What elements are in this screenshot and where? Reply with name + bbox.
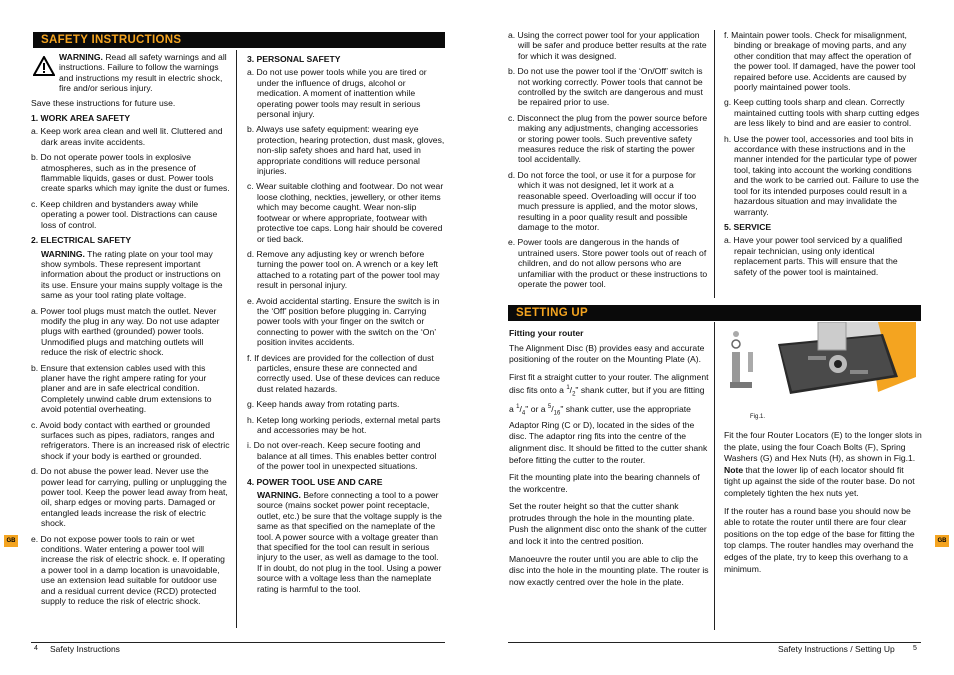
list-item: e. Power tools are dangerous in the hands of untrained users. Store power tools out of reach of children, and do not allow persons who are unfamiliar with the product or these instructions to operate the power tool.	[508, 237, 708, 289]
list-item: h. Use the power tool, accessories and tool bits in accordance with these instructions and in the manner intended for the particular type of power tool, taking into account the working conditions and the work to be carried out. Failure to use the tool for its intended purposes could result in a hazardous situation and may invalidate the warranty.	[724, 133, 919, 217]
column-divider	[714, 30, 715, 298]
setup-paragraph: Fit the mounting plate into the bearing channels of the workcentre.	[509, 472, 700, 494]
list-item: d. Remove any adjusting key or wrench before turning the power tool on. A wrench or a key left attached to a rotating part of the power tool may result in personal injury.	[247, 248, 440, 291]
setup-paragraph: Manoeuvre the router until you are able to clip the disc into the hole in the mounting plate. The router is now exactly centred over the hole in the plate.	[509, 553, 709, 587]
right-column-1	[508, 30, 708, 300]
warning-label: WARNING.	[257, 490, 301, 501]
list-item: c. Disconnect the plug from the power source before making any adjustments, changing accessories or storing power tools. Such preventive safety measures reduce the risk of starting the power tool accidentally.	[508, 112, 708, 165]
text-run: Fit the four Router Locators (E) to the longer slots in the plate, using the four Coach Bolts (F), Spring Washers (G) and Hex Nuts (H), as shown in Fig.1.	[724, 430, 922, 464]
list-item: c. Avoid body contact with earthed or grounded surfaces such as pipes, radiators, ranges and refrigerators. There is an increased risk of electric shock if your body is earthed or grounded.	[31, 419, 230, 461]
router-plate-illustration	[718, 322, 916, 422]
warning-triangle-icon	[33, 56, 55, 76]
list-item: i. Do not over-reach. Keep secure footing and balance at all times. This enables better control of the power tool in unexpected situations.	[247, 440, 437, 472]
warning-text: Before connecting a tool to a power source (mains socket power point receptacle, outlet, etc.) be sure that the voltage supply is the same as that specified on the nameplate of the tool. A power source with a voltage greater than that specified for the tool can result in serious injury to the user, as well as damage to the tool. If in doubt, do not plug in the tool. Using a power source with a voltage less than the nameplate rating is harmful to the tool.	[257, 490, 442, 594]
column-divider	[714, 322, 715, 630]
footer-title-left: Safety Instructions	[50, 644, 120, 654]
list-item: f. Maintain power tools. Check for misalignment, binding or breakage of moving parts, and any other condition that may affect the operation of the power tool. If damaged, have the power tool repaired before use. Accidents are caused by poorly maintained power tools.	[724, 30, 916, 93]
fraction-numerator: 5	[547, 403, 552, 410]
warning-block	[31, 52, 231, 94]
list-item: b. Always use safety equipment: wearing eye protection, hearing protection, dust mask, gloves, non-slip safety shoes and hard hat, used in appropriate conditions will reduce personal injuries.	[247, 124, 445, 177]
left-column-2	[247, 52, 445, 632]
list-item: c. Keep children and bystanders away while operating a power tool. Distractions can cause loss of control.	[31, 198, 218, 230]
language-tab-left: GB	[4, 535, 18, 547]
list-item: a. Do not use power tools while you are tired or under the influence of drugs, alcohol or medication. A moment of inattention while operating power tools may result in serious personal injury.	[247, 67, 427, 120]
setup-paragraph	[724, 430, 922, 500]
list-item: a. Using the correct power tool for your application will be safer and produce better results at the rate for which it was designed.	[508, 30, 707, 61]
footer-title-right: Safety Instructions / Setting Up	[778, 644, 895, 654]
electrical-warning	[31, 249, 231, 301]
safety-instructions-banner: SAFETY INSTRUCTIONS	[33, 32, 445, 48]
figure-1-router-plate	[718, 322, 916, 422]
footer-rule-right	[508, 642, 921, 643]
power-tool-warning	[247, 490, 445, 594]
text-run: that the lower lip of each locator should fit tight up against the side of the router base. Do not completely tighten the hex nuts yet.	[724, 464, 915, 498]
setup-paragraph: If the router has a round base you should now be able to rotate the router until there are four clear positions on the top edge of the base for fitting the top clamps. The router handles may overhand the edges of the plate, try to keep this overhang to a minimum.	[724, 505, 915, 574]
list-item: b. Do not use the power tool if the ‘On/Off’ switch is not working correctly. Power tools that cannot be controlled by the switch are dangerous and must be repaired prior to use.	[508, 66, 703, 108]
list-item: f. If devices are provided for the collection of dust particles, ensure these are connected and correctly used. Use of these devices can reduce dust related hazards.	[247, 352, 440, 394]
list-item: g. Keep cutting tools sharp and clean. Correctly maintained cutting tools with sharp cutting edges are less likely to bind and are easier to control.	[724, 97, 920, 129]
setup-paragraph: Set the router height so that the cutter shank protrudes through the hole in the mounting plate. Push the alignment disc onto the shank of the cutter and lock it into the centred position.	[509, 501, 707, 547]
list-item: g. Keep hands away from rotating parts.	[247, 399, 400, 410]
fraction-denominator: 4	[521, 410, 526, 417]
section-heading-electrical: 2. ELECTRICAL SAFETY	[31, 235, 132, 246]
save-note: Save these instructions for future use.	[31, 97, 176, 108]
figure-label: Fig.1.	[750, 414, 766, 420]
fraction-denominator: 2	[572, 391, 576, 398]
text-run: " shank cutter, but if you are fitting a	[509, 385, 705, 414]
list-item: a. Have your power tool serviced by a qualified repair technician, using only identical replacement parts. This will ensure that the safety of the power tool is maintained.	[724, 235, 903, 277]
left-column-1	[31, 52, 231, 644]
warning-label: WARNING.	[59, 52, 103, 62]
page-number-right: 5	[913, 645, 917, 652]
setup-paragraph: The Alignment Disc (B) provides easy and accurate positioning of the router on the Mounting Plate (A).	[509, 342, 705, 365]
footer-rule-left	[31, 642, 445, 643]
list-item: h. Ketep long working periods, external metal parts and accessories may be hot.	[247, 414, 441, 435]
section-heading-work-area: 1. WORK AREA SAFETY	[31, 113, 131, 124]
warning-label: WARNING.	[41, 248, 85, 259]
setup-column-2	[724, 430, 922, 630]
section-heading-service: 5. SERVICE	[724, 221, 772, 232]
column-divider	[236, 50, 237, 628]
fraction-numerator: 1	[566, 385, 570, 392]
setting-up-banner: SETTING UP	[508, 305, 921, 321]
setup-column-1	[509, 326, 709, 626]
fraction-denominator: 16	[553, 410, 561, 417]
list-item: c. Wear suitable clothing and footwear. Do not wear loose clothing, neckties, jewellery, or other items which may become caught. Wear non-slip footwear or where appropriate, footwear with protective toe caps. Long hair should be covered or tied back.	[247, 181, 444, 244]
list-item: d. Do not force the tool, or use it for a purpose for which it was not designed, let it work at a reasonable speed. Overloading will occur if too much pressure is applied, and the motor slows, resulting in a poor quality result and possible damage to the motor.	[508, 169, 698, 232]
text-run: " shank cutter, use the appropriate Adaptor Ring (C or D), located in the sides of the disc. The adaptor ring fits into the centre of the alignment disc. It should be fitted to the cutter shank before fitting the cutter to the router.	[509, 403, 708, 465]
list-item: e. Do not expose power tools to rain or wet conditions. Water entering a power tool will increase the risk of electric shock. e. If operating a power tool in a damp location is unavoidable, use an extension lead suitable for outdoor use and a residual current device (RCD) protected supply to reduce the risk of electric shock.	[31, 533, 225, 607]
setup-subheading: Fitting your router	[509, 328, 584, 338]
text-run: " or a	[525, 403, 548, 414]
page-number-left: 4	[34, 645, 38, 652]
setup-paragraph: First fit a straight cutter to your router. The alignment disc fits onto a $^1/_2$" shank cutter, but if you are fitting a $^1/_4$" or a $^5/_{16}$" shank cutter, use the appropriate Adaptor Ring (C or D), located in the sides of the disc. The adaptor ring fits into the centre of the alignment disc. It should be fitted to the cutter shank before fitting the cutter to the router.	[509, 371, 709, 465]
section-heading-power-tool-use: 4. POWER TOOL USE AND CARE	[247, 476, 383, 487]
note-label: Note	[724, 464, 744, 475]
list-item: e. Avoid accidental starting. Ensure the switch is in the ‘Off’ position before plugging in. Carrying power tools with your finger on the switch or connecting to power with the switch on the ‘On’ position invites accidents.	[247, 295, 440, 348]
language-tab-right: GB	[935, 535, 949, 547]
text-run: First fit a straight cutter to your router. The alignment disc fits onto a	[509, 371, 709, 396]
list-item: b. Do not operate power tools in explosive atmospheres, such as in the presence of flammable liquids, gases or dust. Power tools create sparks which may ignite the dust or fumes.	[31, 152, 230, 194]
warning-text: The rating plate on your tool may show symbols. These represent important information about the product or instructions on its use. Ensure your mains supply voltage is the same as your tool rating plate voltage.	[41, 248, 223, 301]
fraction-numerator: 1	[516, 403, 520, 410]
list-item: a. Keep work area clean and well lit. Cluttered and dark areas invite accidents.	[31, 126, 223, 147]
section-heading-personal: 3. PERSONAL SAFETY	[247, 54, 341, 64]
warning-text: Read all safety warnings and all instructions. Failure to follow the warnings and instructions my result in electric shock, fire and/or serious injury.	[59, 52, 227, 94]
right-column-2	[724, 30, 922, 300]
list-item: d. Do not abuse the power lead. Never use the power lead for carrying, pulling or unplugging the power tool. Keep the power lead away from heat, oil, sharp edges or moving parts. Damaged or entangled leads increase the risk of electric shock.	[31, 466, 228, 529]
list-item: b. Ensure that extension cables used with this planer have the right ampere rating for your planer and are in safe electrical condition. Completely unwind cable drum extensions to avoid potential overheating.	[31, 362, 212, 415]
list-item: a. Power tool plugs must match the outlet. Never modify the plug in any way. Do not use adapter plugs with earthed (grounded) power tools. Unmodified plugs and matching outlets will reduce the risk of electric shock.	[31, 305, 220, 358]
